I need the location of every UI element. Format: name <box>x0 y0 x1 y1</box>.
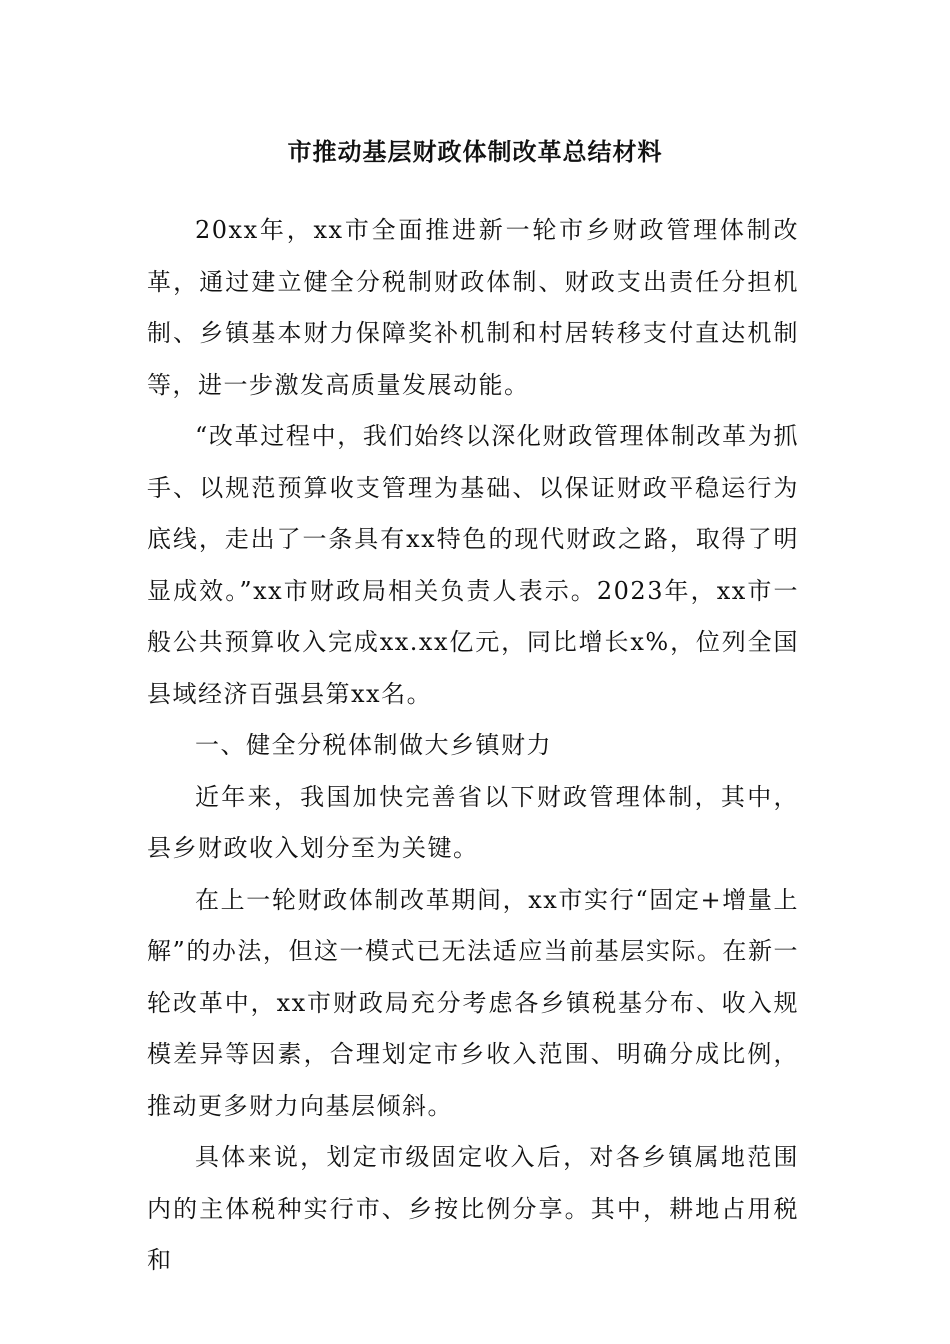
document-body <box>147 205 799 1287</box>
paragraph-previous-reform: 在上一轮财政体制改革期间，xx市实行“固定+增量上解”的办法，但这一模式已无法适应当前基层实际。在新一轮改革中，xx市财政局充分考虑各乡镇税基分布、收入规模差异等因素，合理划定市乡收入范围、明确分成比例，推动更多财力向基层倾斜。 <box>147 885 799 1120</box>
document-title: 市推动基层财政体制改革总结材料 <box>287 137 663 166</box>
paragraph-background: 近年来，我国加快完善省以下财政管理体制，其中，县乡财政收入划分至为关键。 <box>147 782 799 862</box>
section-heading-1: 一、健全分税体制做大乡镇财力 <box>195 731 552 759</box>
paragraph-intro: 20xx年，xx市全面推进新一轮市乡财政管理体制改革，通过建立健全分税制财政体制、财政支出责任分担机制、乡镇基本财力保障奖补机制和村居转移支付直达机制等，进一步激发高质量发展动能。 <box>147 216 799 399</box>
paragraph-details: 具体来说，划定市级固定收入后，对各乡镇属地范围内的主体税种实行市、乡按比例分享。其中，耕地占用税和 <box>147 1143 799 1274</box>
paragraph-quote: “改革过程中，我们始终以深化财政管理体制改革为抓手、以规范预算收支管理为基础、以保证财政平稳运行为底线，走出了一条具有xx特色的现代财政之路，取得了明显成效。”xx市财政局相关负责人表示。2023年，xx市一般公共预算收入完成xx.xx亿元，同比增长x%，位列全国县域经济百强县第xx名。 <box>147 422 799 708</box>
